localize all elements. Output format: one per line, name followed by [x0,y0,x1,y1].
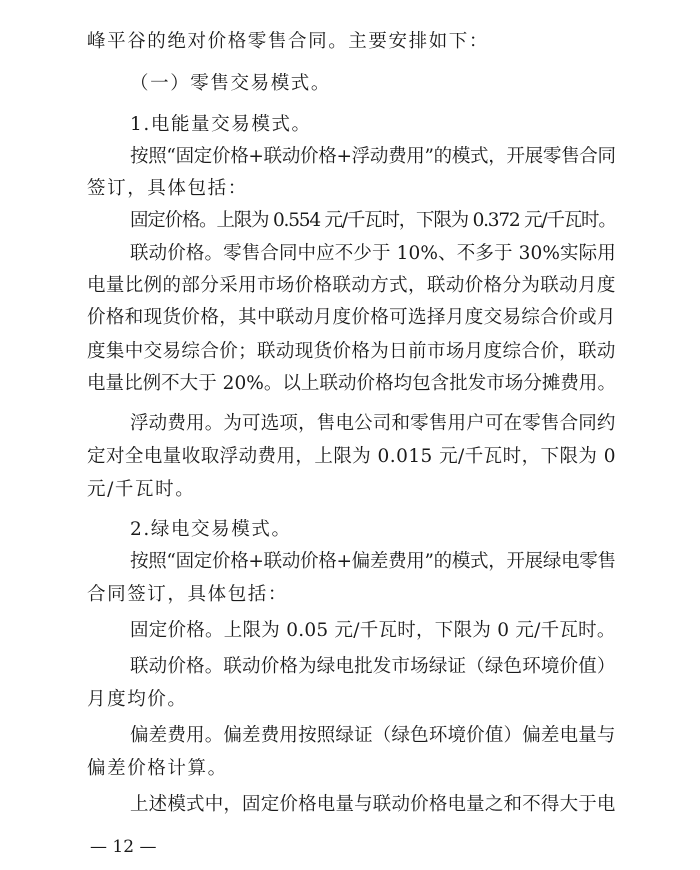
text-line-12: 浮动费用。为可选项，售电公司和零售用户可在零售合同约 [130,413,616,434]
text-line-9: 价格和现货价格，其中联动月度价格可选择月度交易综合价或月 [87,307,616,328]
text-line-18: 固定价格。上限为 0.05 元/千瓦时，下限为 0 元/千瓦时。 [130,620,616,641]
text-line-4: 按照“固定价格+联动价格+浮动费用”的模式，开展零售合同 [130,146,616,167]
subsection-heading-energy-mode: 1.电能量交易模式。 [130,114,312,135]
text-line-5: 签订，具体包括： [87,178,248,199]
text-line-17: 合同签订，具体包括： [87,584,289,605]
subsection-heading-green-mode: 2.绿电交易模式。 [130,519,292,540]
text-line-8: 电量比例的部分采用市场价格联动方式，联动价格分为联动月度 [87,275,616,296]
text-line-11: 电量比例不大于 20%。以上联动价格均包含批发市场分摊费用。 [87,373,617,394]
text-line-20: 月度均价。 [87,689,188,710]
text-line-22: 偏差价格计算。 [87,758,228,779]
section-heading-retail-mode: （一）零售交易模式。 [130,73,332,94]
text-line-13: 定对全电量收取浮动费用，上限为 0.015 元/千瓦时，下限为 0 [87,446,616,467]
text-line-16: 按照“固定价格+联动价格+偏差费用”的模式，开展绿电零售 [130,551,616,572]
text-line-23: 上述模式中，固定价格电量与联动价格电量之和不得大于电 [130,794,616,815]
text-line-6: 固定价格。上限为 0.554 元/千瓦时，下限为 0.372 元/千瓦时。 [130,210,616,231]
page-number: — 12 — [90,837,157,857]
text-line-7: 联动价格。零售合同中应不少于 10%、不多于 30%实际用 [130,243,616,264]
text-line-14: 元/千瓦时。 [87,479,196,500]
text-line-19: 联动价格。联动价格为绿电批发市场绿证（绿色环境价值） [130,656,616,677]
text-line-21: 偏差费用。偏差费用按照绿证（绿色环境价值）偏差电量与 [130,725,616,746]
text-line-10: 度集中交易综合价；联动现货价格为日前市场月度综合价，联动 [87,341,616,362]
text-line-1: 峰平谷的绝对价格零售合同。主要安排如下： [87,31,490,52]
